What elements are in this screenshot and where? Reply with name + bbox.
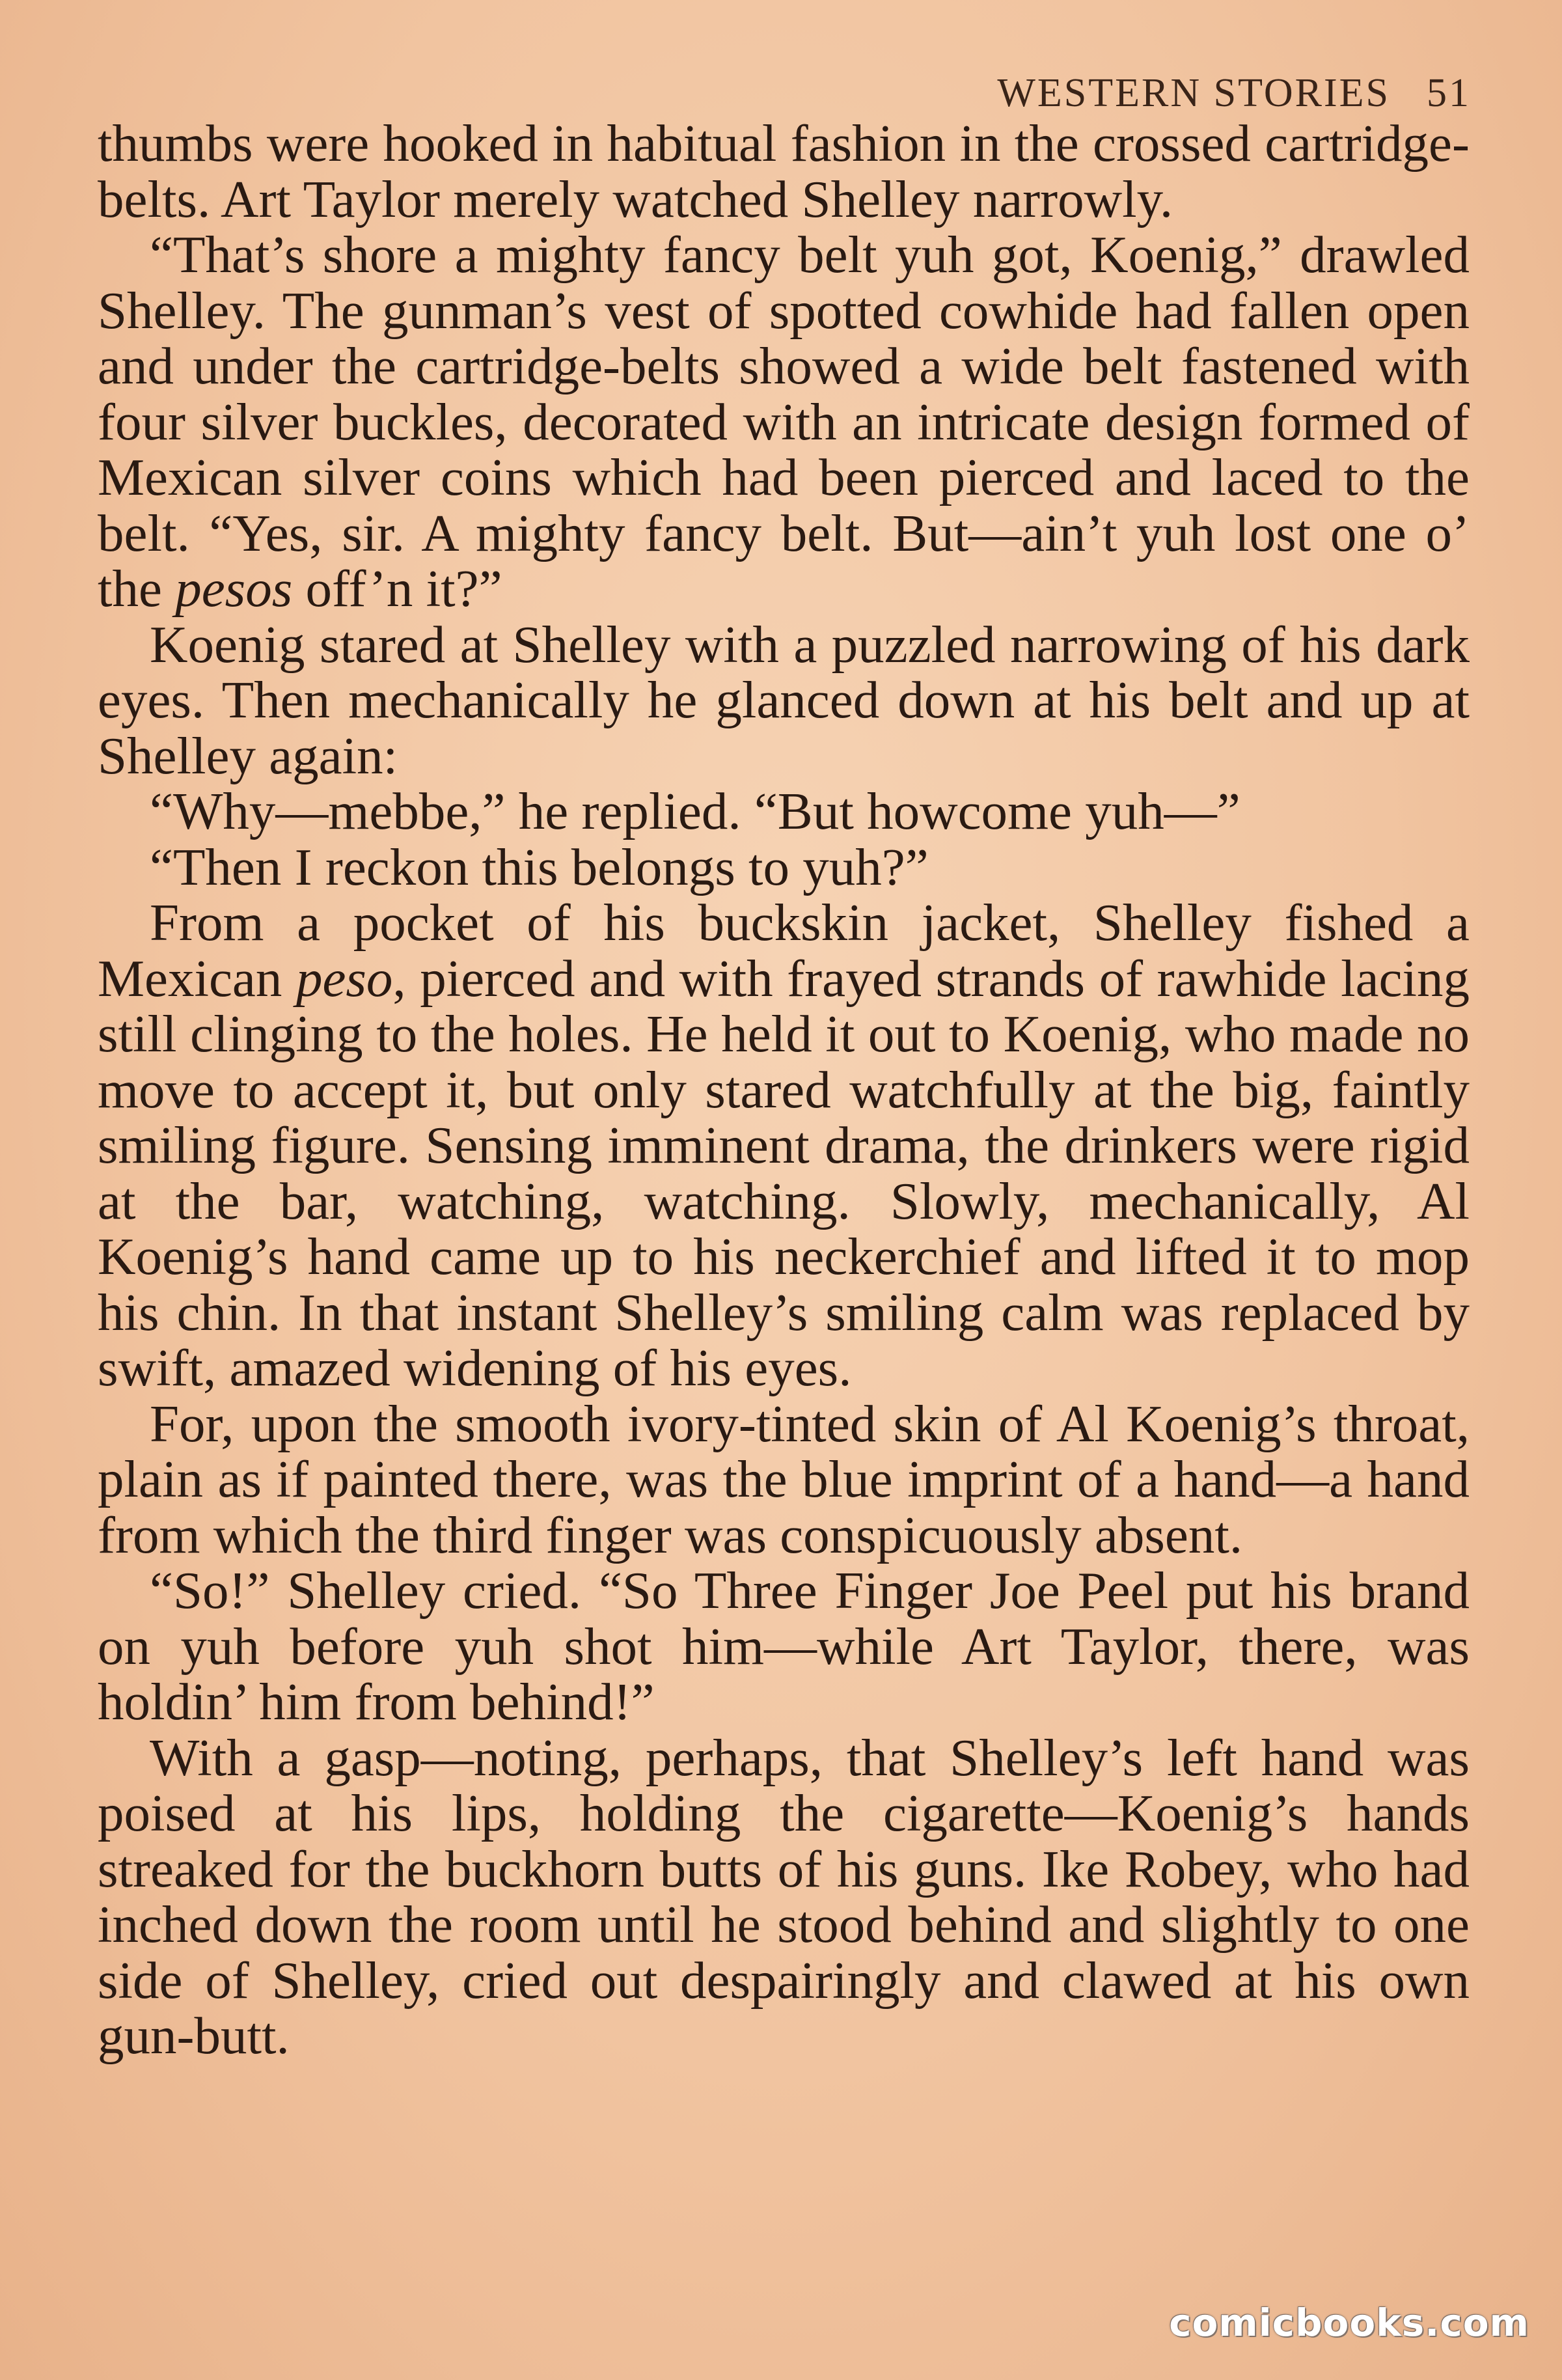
running-header <box>997 70 1471 117</box>
paragraph: thumbs were hooked in habitual fashion in the crossed cartridge-belts. Art Taylor merely watched Shelley narrowly. <box>98 114 1470 228</box>
running-title: WESTERN STORIES <box>997 71 1390 115</box>
paragraph: For, upon the smooth ivory-tinted skin of Al Koenig’s throat, plain as if painted there, was the blue imprint of a hand—a hand from which the third finger was conspicuously absent. <box>98 1394 1470 1564</box>
paragraph: “Why—mebbe,” he replied. “But howcome yuh—” <box>150 782 1240 840</box>
story-text <box>98 116 1470 2064</box>
italic-word: pesos <box>175 559 293 618</box>
paragraph: From a pocket of his buckskin jacket, Shelley fished a Mexican peso, pierced and with frayed strands of rawhide lacing still clinging to the holes. He held it out to Koenig, who made no move to accept it, but only stared watchfully at the big, faintly smiling figure. Sensing imminent drama, the drinkers were rigid at the bar, watching, watching. Slowly, mechanically, Al Koenig’s hand came up to his neckerchief and lifted it to mop his chin. In that instant Shelley’s smiling calm was replaced by swift, amazed widening of his eyes. <box>98 893 1470 1397</box>
paragraph: “That’s shore a mighty fancy belt yuh got, Koenig,” drawled Shelley. The gunman’s vest of spotted cowhide had fallen open and under the cartridge-belts showed a wide belt fastened with four silver buckles, decorated with an intricate design formed of Mexican silver coins which had been pierced and laced to the belt. “Yes, sir. A mighty fancy belt. But—ain’t yuh lost one o’ the pesos off’n it?” <box>98 225 1470 618</box>
paragraph: Koenig stared at Shelley with a puzzled narrowing of his dark eyes. Then mechanically he glanced down at his belt and up at Shelley again: <box>98 615 1470 785</box>
paragraph: With a gasp—noting, perhaps, that Shelley’s left hand was poised at his lips, holding the cigarette—Koenig’s hands streaked for the buckhorn butts of his guns. Ike Robey, who had inched down the room until he stood behind and slightly to one side of Shelley, cried out despairingly and clawed at his own gun-butt. <box>98 1728 1470 2065</box>
paragraph: “So!” Shelley cried. “So Three Finger Joe Peel put his brand on yuh before yuh shot him—while Art Taylor, there, was holdin’ him from behind!” <box>98 1561 1470 1731</box>
italic-word: peso <box>295 948 393 1008</box>
paragraph: “Then I reckon this belongs to yuh?” <box>150 837 929 896</box>
page-number: 51 <box>1427 71 1471 115</box>
site-watermark: comicbooks.com <box>1169 2301 1529 2345</box>
